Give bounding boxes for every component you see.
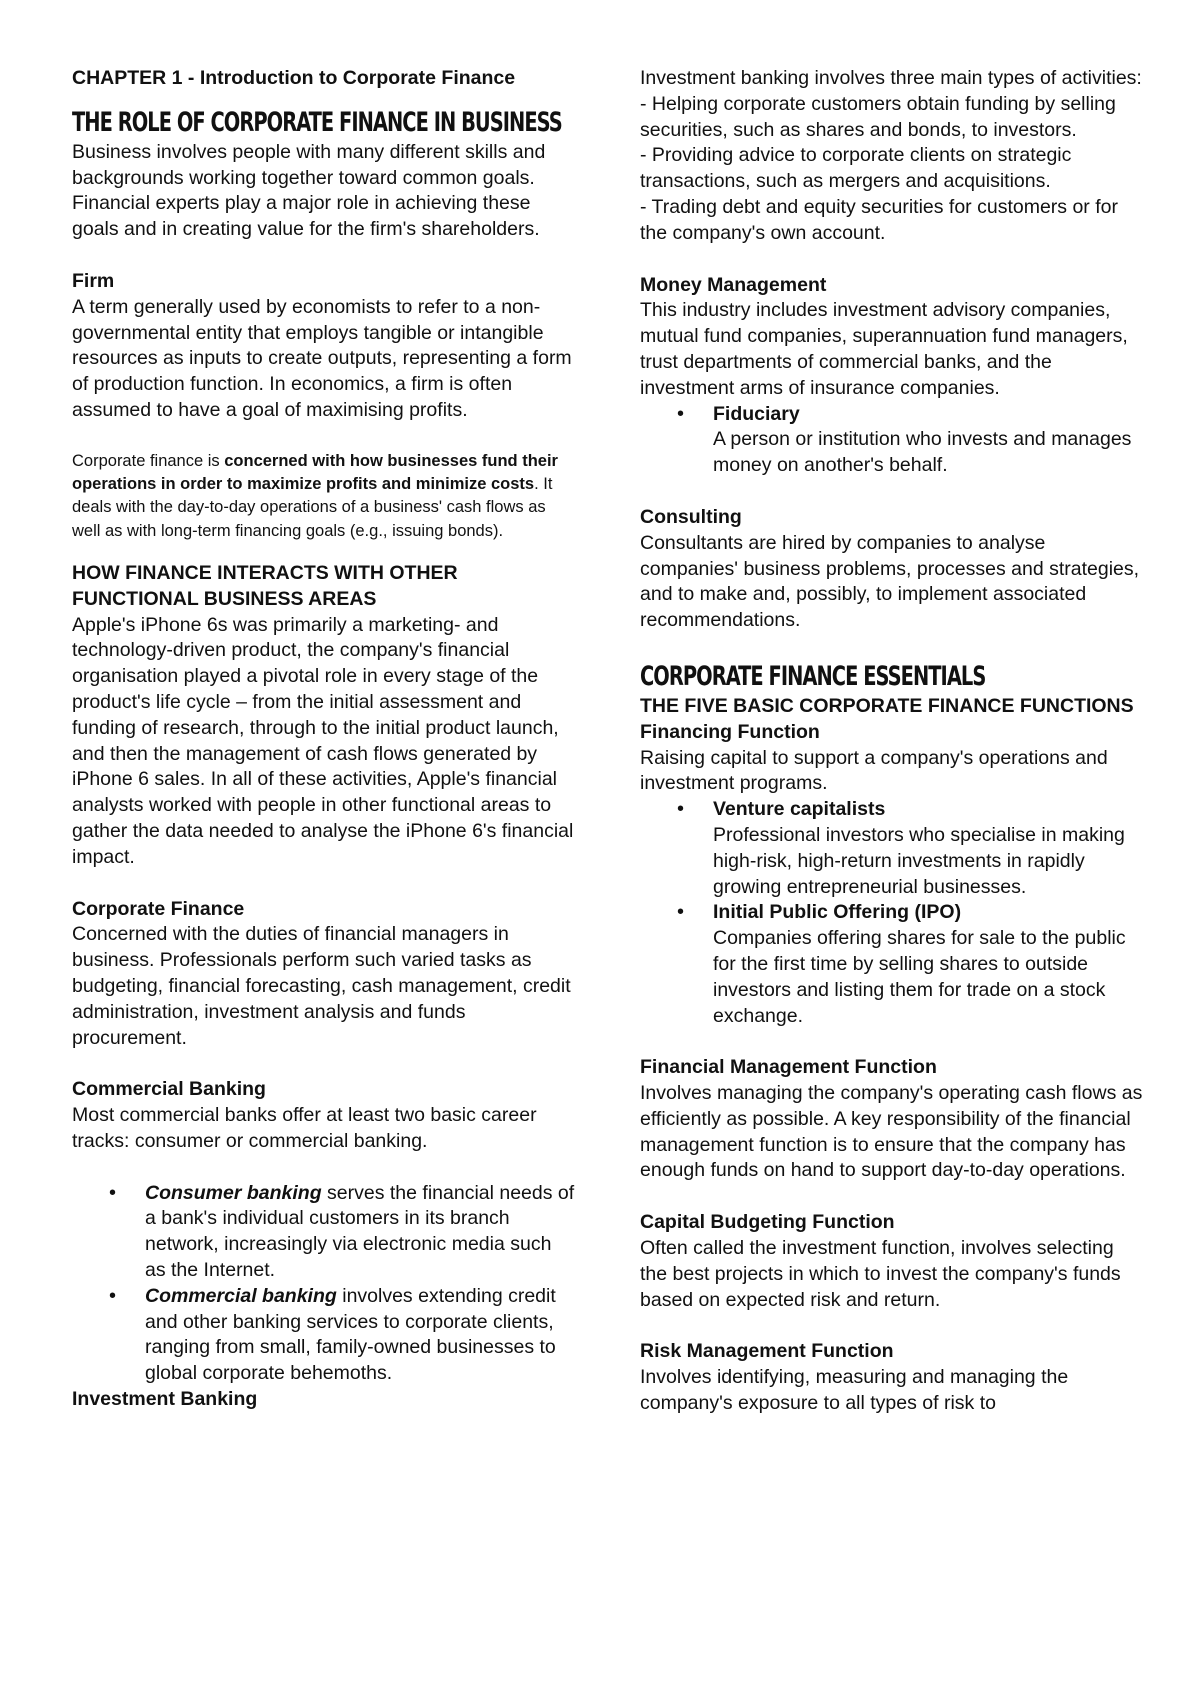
bullet-term: Consumer banking bbox=[145, 1181, 322, 1204]
left-column bbox=[72, 66, 577, 1413]
chapter-title: CHAPTER 1 - Introduction to Corporate Finance bbox=[72, 67, 516, 89]
bullet-text: Companies offering shares for sale to the public for the first time by selling shares to outside investors and listing them for trade on a stock exchange. bbox=[713, 927, 1126, 1027]
money-management-text: This industry includes investment advisory companies, mutual fund companies, superannuation fund managers, trust departments of commercial banks, and the investment arms of insurance companies. bbox=[640, 299, 1128, 399]
interacts-paragraph: Apple's iPhone 6s was primarily a marketing- and technology-driven product, the company's financial organisation played a pivotal role in every stage of the product's life cycle – from the initial assessment and funding of research, through to the initial product launch, and then the management of cash flows generated by iPhone 6 sales. In all of these activities, Apple's financial analysts worked with people in other functional areas to gather the data needed to analyse the iPhone 6's financial impact. bbox=[72, 613, 574, 868]
bullet-term: Commercial banking bbox=[145, 1284, 337, 1307]
bullet-text: A person or institution who invests and manages money on another's behalf. bbox=[713, 428, 1132, 477]
consulting-heading: Consulting bbox=[640, 505, 742, 528]
list-item bbox=[640, 900, 1145, 1029]
intro-paragraph: Business involves people with many different skills and backgrounds working together toward common goals. Financial experts play a major role in achieving these goals and in creating value for the firm's shareholders. bbox=[72, 140, 546, 241]
bullet-text: Professional investors who specialise in making high-risk, high-return investments in rapidly growing entrepreneurial businesses. bbox=[713, 823, 1125, 898]
investment-banking-item: - Providing advice to corporate clients on strategic transactions, such as mergers and acquisitions. bbox=[640, 144, 1072, 193]
financing-function-heading: Financing Function bbox=[640, 720, 820, 743]
commercial-banking-text: Most commercial banks offer at least two basic career tracks: consumer or commercial banking. bbox=[72, 1104, 537, 1152]
money-management-heading: Money Management bbox=[640, 273, 827, 296]
risk-management-heading: Risk Management Function bbox=[640, 1340, 894, 1363]
corporate-finance-text: Concerned with the duties of financial managers in business. Professionals perform such varied tasks as budgeting, financial forecasting, cash management, credit administration, investment analysis and funds procurement. bbox=[72, 923, 571, 1049]
section-heading-essentials: CORPORATE FINANCE ESSENTIALS bbox=[640, 660, 986, 692]
firm-heading: Firm bbox=[72, 269, 115, 292]
financial-management-text: Involves managing the company's operating cash flows as efficiently as possible. A key responsibility of the financial management function is to ensure that the company has enough funds on hand to support day-to-day operations. bbox=[640, 1082, 1143, 1182]
cf-def-bold: concerned with how businesses fund their operations in order to maximize profits and minimize costs bbox=[72, 451, 558, 494]
capital-budgeting-heading: Capital Budgeting Function bbox=[640, 1211, 895, 1234]
list-item bbox=[72, 1181, 577, 1284]
list-item bbox=[640, 402, 1145, 479]
investment-banking-item: - Trading debt and equity securities for customers or for the company's own account. bbox=[640, 195, 1118, 244]
financing-bullet-list bbox=[640, 797, 1145, 1029]
bullet-term: Fiduciary bbox=[713, 402, 800, 425]
list-item bbox=[72, 1284, 577, 1387]
bullet-term: Initial Public Offering (IPO) bbox=[713, 901, 962, 924]
investment-banking-text: Investment banking involves three main types of activities: bbox=[640, 67, 1142, 89]
banking-bullet-list bbox=[72, 1181, 577, 1387]
cf-def-end: . It deals with the day-to-day operations of a business' cash flows as well as with long-term financing goals (e.g., issuing bonds). bbox=[72, 475, 553, 540]
cf-def-start: Corporate finance is bbox=[72, 451, 225, 470]
risk-management-text: Involves identifying, measuring and managing the company's exposure to all types of risk to bbox=[640, 1366, 1069, 1415]
bullet-term: Venture capitalists bbox=[713, 798, 886, 821]
interacts-heading: HOW FINANCE INTERACTS WITH OTHER FUNCTIONAL BUSINESS AREAS bbox=[72, 561, 458, 610]
firm-definition: A term generally used by economists to refer to a non-governmental entity that employs tangible or intangible resources as inputs to create outputs, representing a form of production function. In economics, a firm is often assumed to have a goal of maximising profits. bbox=[72, 295, 572, 421]
corporate-finance-heading: Corporate Finance bbox=[72, 897, 245, 920]
financial-management-heading: Financial Management Function bbox=[640, 1056, 937, 1079]
corporate-finance-definition bbox=[72, 450, 577, 543]
bullet-text: involves extending credit and other banking services to corporate clients, ranging from small, family-owned businesses to global corporate behemoths. bbox=[145, 1284, 556, 1385]
section-heading-role: THE ROLE OF CORPORATE FINANCE IN BUSINESS bbox=[72, 106, 562, 138]
five-functions-heading: THE FIVE BASIC CORPORATE FINANCE FUNCTIONS bbox=[640, 694, 1134, 717]
capital-budgeting-text: Often called the investment function, involves selecting the best projects in which to invest the company's funds based on expected risk and return. bbox=[640, 1237, 1121, 1311]
consulting-text: Consultants are hired by companies to analyse companies' business problems, processes and strategies, and to make and, possibly, to implement associated recommendations. bbox=[640, 531, 1140, 632]
commercial-banking-heading: Commercial Banking bbox=[72, 1078, 266, 1101]
investment-banking-heading: Investment Banking bbox=[72, 1388, 258, 1411]
right-column bbox=[640, 66, 1145, 1417]
financing-function-text: Raising capital to support a company's operations and investment programs. bbox=[640, 746, 1108, 795]
bullet-text: serves the financial needs of a bank's individual customers in its branch network, increasingly via electronic media such as the Internet. bbox=[145, 1181, 575, 1282]
fiduciary-list bbox=[640, 402, 1145, 479]
list-item bbox=[640, 797, 1145, 900]
investment-banking-item: - Helping corporate customers obtain funding by selling securities, such as shares and bonds, to investors. bbox=[640, 92, 1116, 141]
